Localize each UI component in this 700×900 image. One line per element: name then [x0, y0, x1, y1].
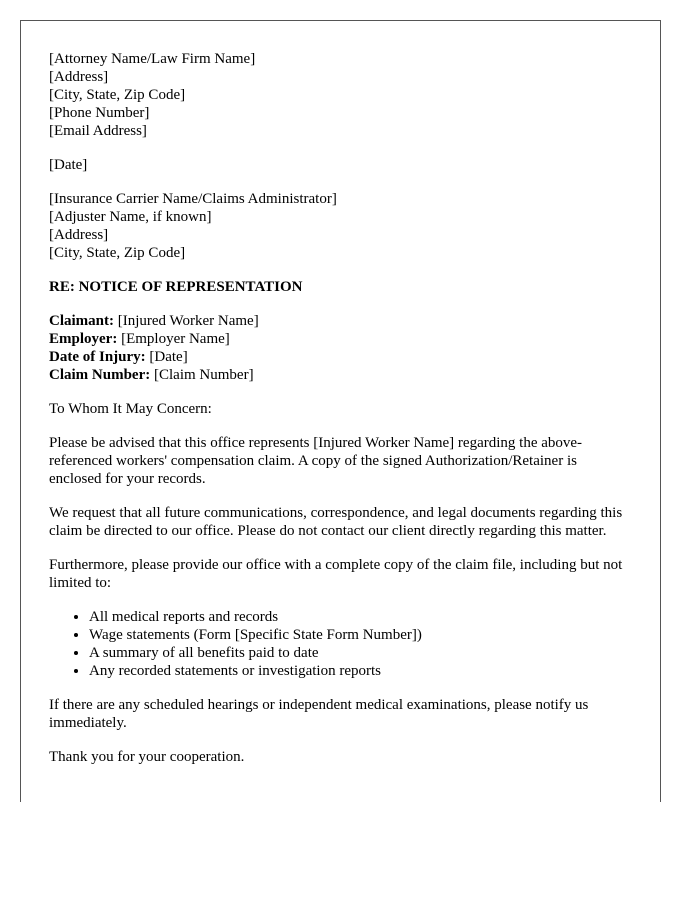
- list-item: • All medical reports and records: [89, 608, 629, 626]
- letter-content: [49, 50, 629, 782]
- list-item: • Wage statements (Form [Specific State Form Number]): [89, 626, 629, 644]
- claim-detail-value: [Injured Worker Name]: [114, 313, 259, 329]
- claim-detail-date-of-injury: [49, 348, 629, 366]
- subject-line: RE: NOTICE OF REPRESENTATION: [49, 279, 303, 295]
- body-paragraph: Please be advised that this office represents [Injured Worker Name] regarding the above-referenced workers' compensation claim. A copy of the signed Authorization/Retainer is enclosed for your records.: [49, 435, 583, 487]
- recipient-block: [49, 190, 629, 262]
- body-paragraph: If there are any scheduled hearings or independent medical examinations, please notify us immediately.: [49, 697, 589, 731]
- body-paragraph: Furthermore, please provide our office with a complete copy of the claim file, including but not limited to:: [49, 557, 623, 591]
- recipient-address: [Address]: [49, 227, 109, 243]
- date-block: [49, 156, 629, 174]
- claim-detail-label: Claimant:: [49, 313, 114, 329]
- recipient-name: [Insurance Carrier Name/Claims Administrator]: [49, 191, 337, 207]
- claim-detail-claim-number: [49, 366, 629, 384]
- sender-city-state-zip: [City, State, Zip Code]: [49, 87, 186, 103]
- recipient-adjuster: [Adjuster Name, if known]: [49, 209, 212, 225]
- requested-items-list: [49, 608, 629, 680]
- claim-detail-label: Date of Injury:: [49, 349, 146, 365]
- claim-detail-employer: [49, 330, 629, 348]
- paragraph-communications: [49, 504, 629, 540]
- claim-detail-value: [Claim Number]: [150, 367, 254, 383]
- sender-phone: [Phone Number]: [49, 105, 150, 121]
- sender-block: [49, 50, 629, 140]
- claim-detail-label: Employer:: [49, 331, 118, 347]
- letter-date: [Date]: [49, 157, 88, 173]
- subject-block: [49, 278, 629, 296]
- closing-block: [49, 748, 629, 766]
- sender-email: [Email Address]: [49, 123, 147, 139]
- list-item: • Any recorded statements or investigation reports: [89, 662, 629, 680]
- paragraph-claim-file: [49, 556, 629, 592]
- sender-name: [Attorney Name/Law Firm Name]: [49, 51, 256, 67]
- paragraph-representation: [49, 434, 629, 488]
- paragraph-hearings: [49, 696, 629, 732]
- claim-detail-label: Claim Number:: [49, 367, 151, 383]
- claim-detail-claimant: [49, 312, 629, 330]
- claim-details: [49, 312, 629, 384]
- claim-detail-value: [Date]: [145, 349, 188, 365]
- sender-address: [Address]: [49, 69, 109, 85]
- letter-page: [20, 20, 661, 802]
- salutation-block: [49, 400, 629, 418]
- salutation: To Whom It May Concern:: [49, 401, 212, 417]
- claim-detail-value: [Employer Name]: [117, 331, 230, 347]
- list-item: • A summary of all benefits paid to date: [89, 644, 629, 662]
- recipient-city-state-zip: [City, State, Zip Code]: [49, 245, 186, 261]
- body-paragraph: We request that all future communications, correspondence, and legal documents regarding this claim be directed to our office. Please do not contact our client directly regarding this matter.: [49, 505, 623, 539]
- closing-line: Thank you for your cooperation.: [49, 749, 245, 765]
